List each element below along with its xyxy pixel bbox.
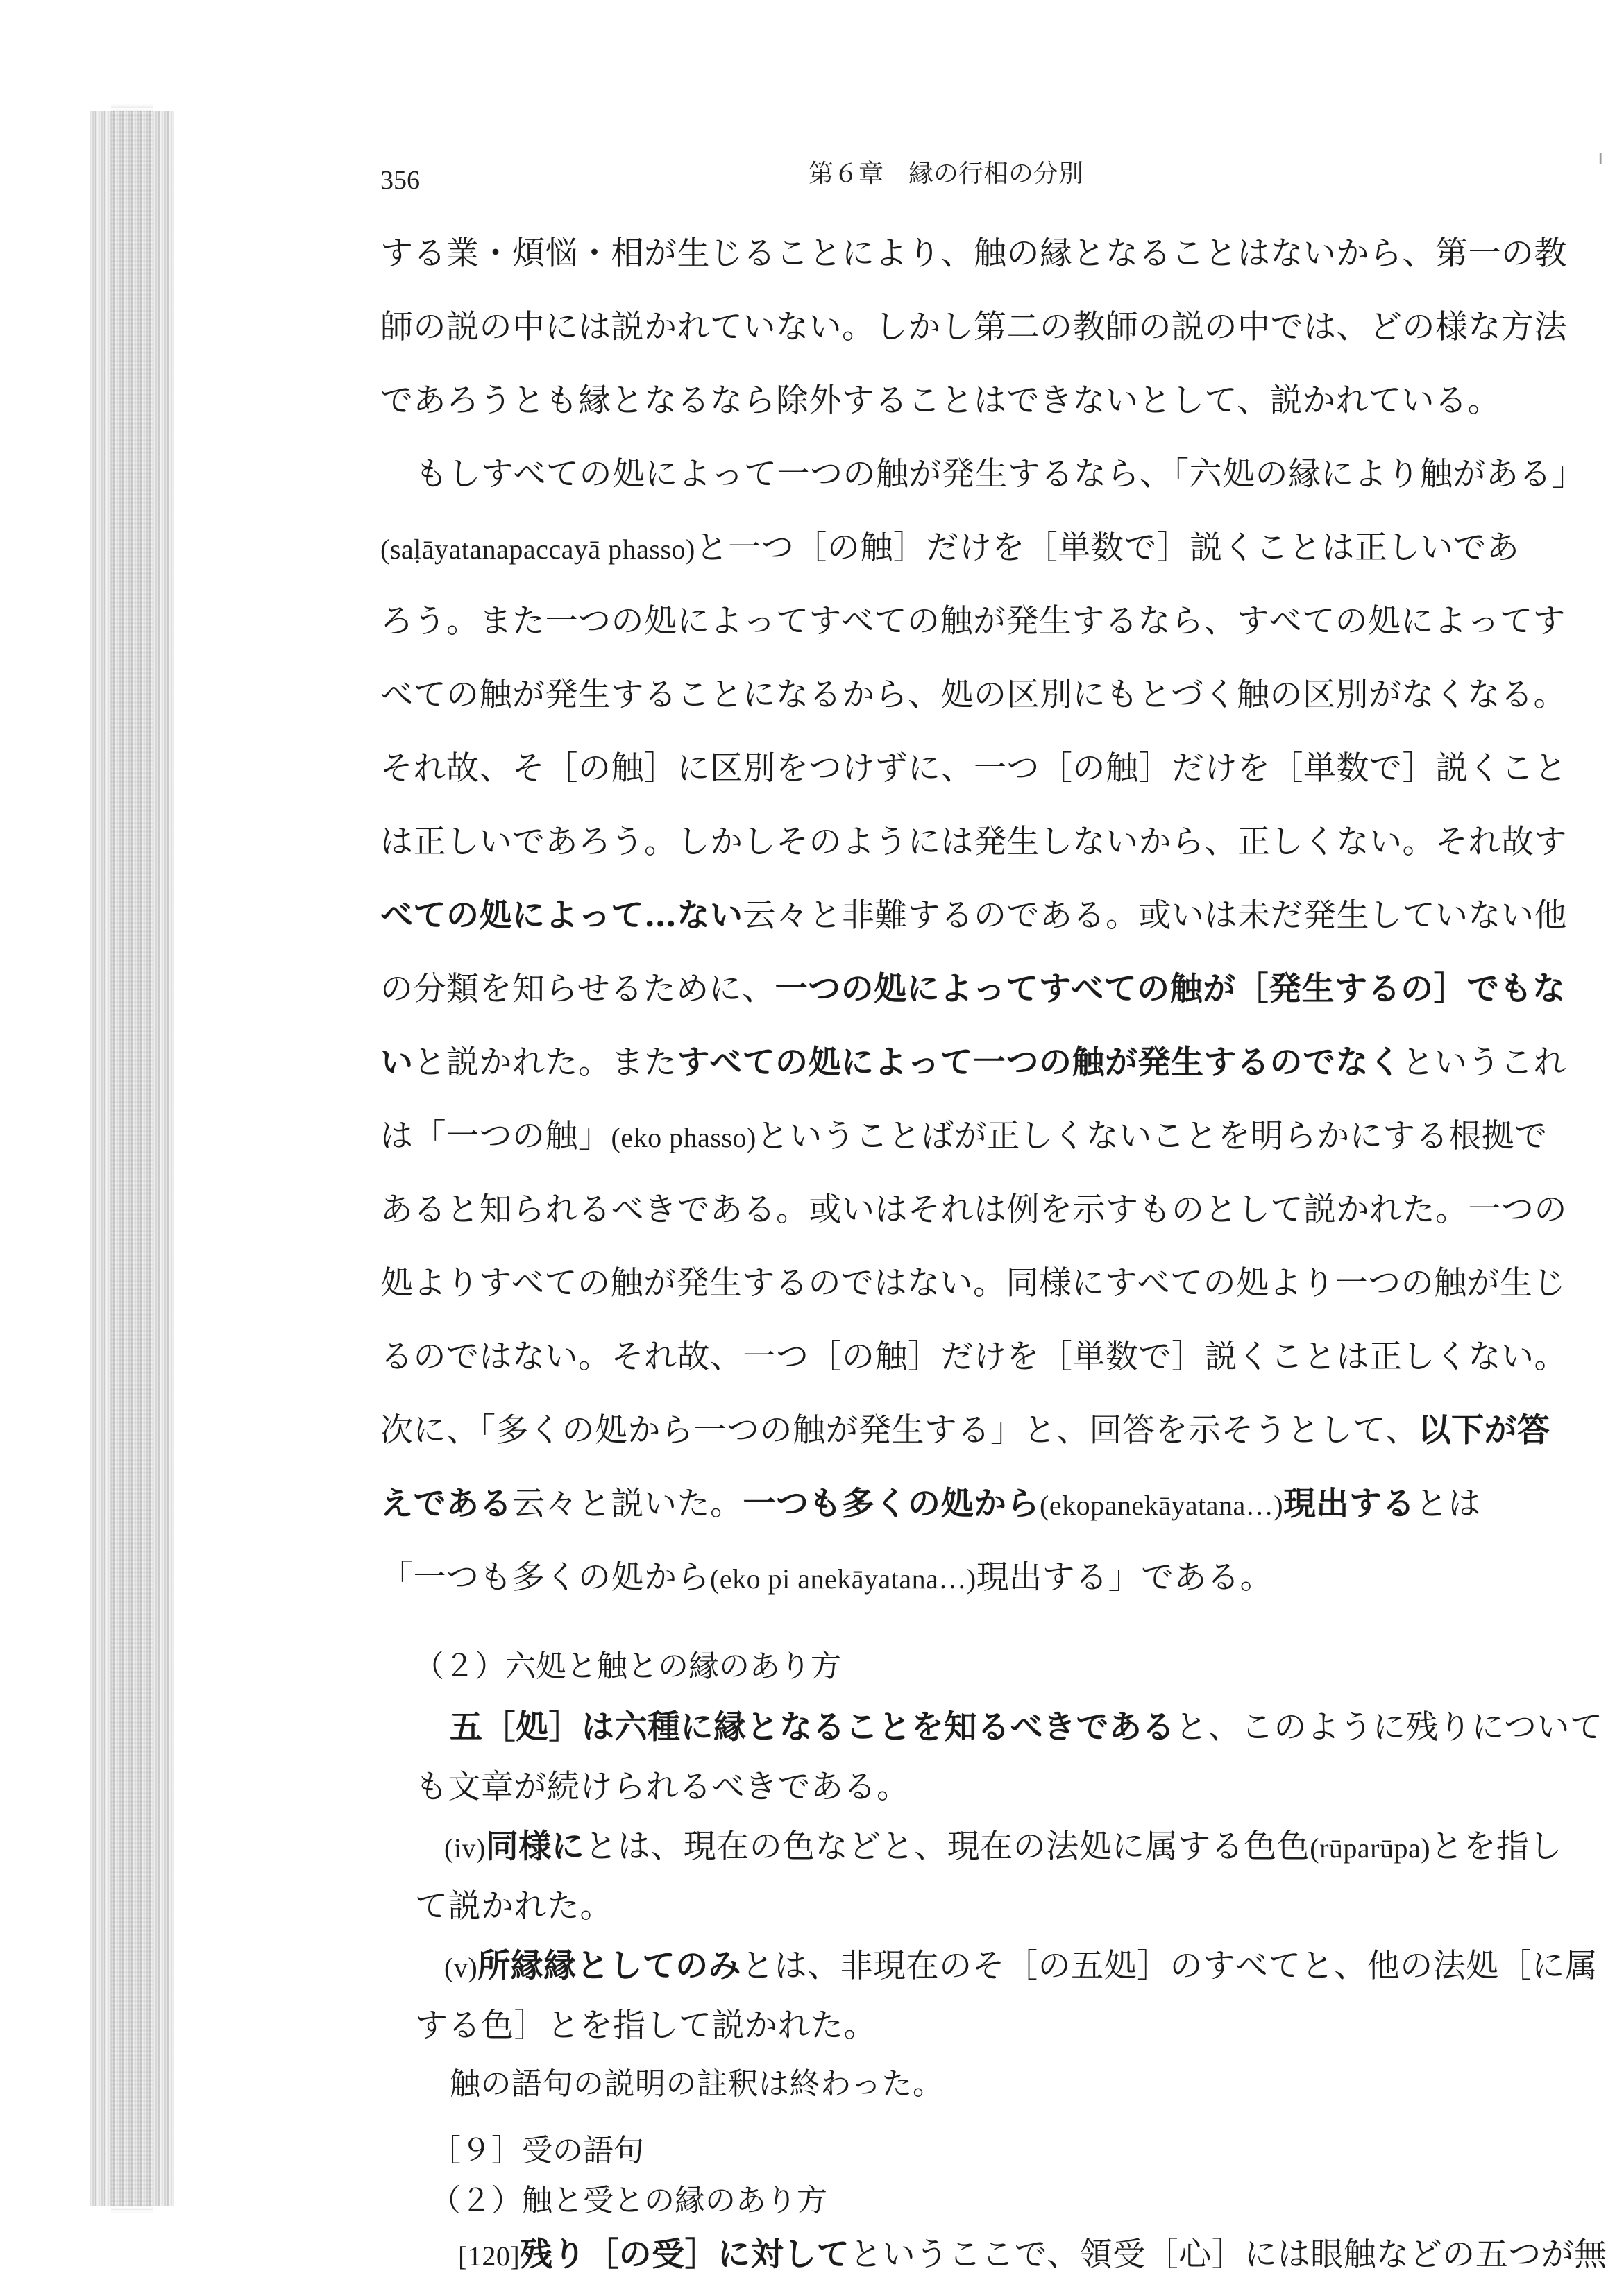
bold-lemma: 同様に: [485, 1828, 585, 1866]
section-heading: （２）六処と触との縁のあり方: [414, 1649, 841, 1684]
text-line: 触の語句の説明の註釈は終わった。: [450, 2066, 944, 2102]
text-line: もしすべての処によって一つの触が発生するなら、「六処の縁により触がある」: [415, 455, 1585, 493]
text-line: [444, 1828, 1563, 1866]
bold-lemma: べての処によって…ない: [380, 896, 743, 935]
text-line: は正しいであろう。しかしそのようには発生しないから、正しくない。それ故す: [380, 823, 1567, 861]
text-line: て説かれた。: [415, 1887, 613, 1925]
bold-lemma: 一つの処によってすべての触が［発生するの］でもな: [775, 970, 1566, 1008]
book-binding-texture: [111, 104, 153, 2213]
bold-lemma: 残り［の受］に対して: [520, 2236, 850, 2274]
bold-lemma: い: [380, 1044, 414, 1082]
text-span: 云々と説いた。: [512, 1485, 743, 1523]
text-line: [380, 1044, 1567, 1082]
heading-text: （２）触と受との縁のあり方: [430, 2183, 827, 2218]
bold-lemma: えである: [380, 1485, 512, 1523]
text-span: というこれ: [1401, 1044, 1567, 1082]
text-line: [380, 1485, 1482, 1523]
text-line: であろうとも縁となるなら除外することはできないとして、説かれている。: [380, 382, 1501, 420]
corner-mark: ı: [1598, 146, 1604, 170]
text-span: とを指し: [1430, 1828, 1563, 1866]
text-line: 師の説の中には説かれていない。しかし第二の教師の説の中では、どの様な方法: [380, 308, 1567, 346]
running-head: 第６章 縁の行相の分別: [809, 160, 1084, 188]
item-number: [120]: [458, 2240, 521, 2272]
text-span: と一つ［の触］だけを［単数で］説くことは正しいであ: [695, 529, 1520, 567]
pali-term: (ekopanekāyatana…): [1040, 1490, 1284, 1521]
bold-lemma: すべての処によって一つの触が発生するのでなく: [677, 1044, 1402, 1082]
text-line: [380, 1411, 1550, 1449]
text-line: ろう。また一つの処によってすべての触が発生するなら、すべての処によってす: [380, 602, 1566, 640]
text-line: [380, 970, 1566, 1008]
text-line: [380, 1117, 1548, 1155]
bold-lemma: 現出する: [1283, 1485, 1416, 1523]
text-line: るのではない。それ故、一つ［の触］だけを［単数で］説くことは正しくない。: [380, 1338, 1567, 1376]
text-line: も文章が続けられるべきである。: [415, 1768, 910, 1806]
bold-lemma: 以下が答: [1418, 1411, 1550, 1449]
bold-lemma: 五［処］は六種に縁となることを知るべきである: [450, 1708, 1175, 1746]
section-heading: [430, 2183, 827, 2218]
text-line: する業・煩悩・相が生じることにより、触の縁となることはないから、第一の教: [380, 235, 1567, 273]
text-line: [380, 1558, 1274, 1597]
text-line: あると知られるべきである。或いはそれは例を示すものとして説かれた。一つの: [380, 1191, 1567, 1229]
text-span: とは、非現在のそ［の五処］のすべてと、他の法処［に属: [741, 1947, 1598, 1985]
page-number: 356: [380, 166, 420, 195]
text-span: とは、現在の色などと、現在の法処に属する色色: [584, 1828, 1310, 1866]
item-number: (iv): [444, 1832, 486, 1864]
heading-text: ［９］受の語句: [430, 2133, 644, 2168]
text-line: [380, 896, 1567, 935]
text-line: [458, 2236, 1607, 2274]
pali-term: (rūparūpa): [1310, 1832, 1431, 1864]
text-span: 云々と非難するのである。或いは未だ発生していない他: [743, 896, 1567, 935]
text-span: と、このように残りについて: [1175, 1708, 1603, 1746]
item-number: (v): [444, 1952, 478, 1983]
pali-term: (eko phasso): [611, 1122, 756, 1153]
text-line: べての触が発生することになるから、処の区別にもとづく触の区別がなくなる。: [380, 676, 1567, 714]
pali-term: (eko pi anekāyatana…): [710, 1563, 976, 1595]
text-span: とは: [1415, 1485, 1482, 1523]
text-line: [444, 1947, 1598, 1985]
text-span: というここで、領受［心］には眼触などの五つが無: [849, 2236, 1607, 2274]
text-span: は「一つの触」: [380, 1117, 611, 1155]
pali-term: (saḷāyatanapaccayā phasso): [380, 534, 695, 565]
section-heading: [430, 2133, 644, 2168]
text-span: 現出する」である。: [976, 1558, 1274, 1597]
text-line: [450, 1708, 1603, 1746]
bold-lemma: 一つも多くの処から: [743, 1485, 1040, 1523]
text-span: と説かれた。また: [413, 1044, 677, 1082]
text-line: [380, 529, 1520, 567]
text-line: する色］とを指して説かれた。: [415, 2007, 877, 2045]
text-line: それ故、そ［の触］に区別をつけずに、一つ［の触］だけを［単数で］説くこと: [380, 749, 1567, 788]
text-span: 「一つも多くの処から: [380, 1558, 710, 1597]
text-span: ということばが正しくないことを明らかにする根拠で: [756, 1117, 1548, 1155]
text-span: 次に、「多くの処から一つの触が発生する」と、回答を示そうとして、: [380, 1411, 1419, 1449]
text-span: の分類を知らせるために、: [380, 970, 775, 1008]
bold-lemma: 所縁縁としてのみ: [477, 1947, 742, 1985]
text-line: 処よりすべての触が発生するのではない。同様にすべての処より一つの触が生じ: [380, 1264, 1566, 1302]
